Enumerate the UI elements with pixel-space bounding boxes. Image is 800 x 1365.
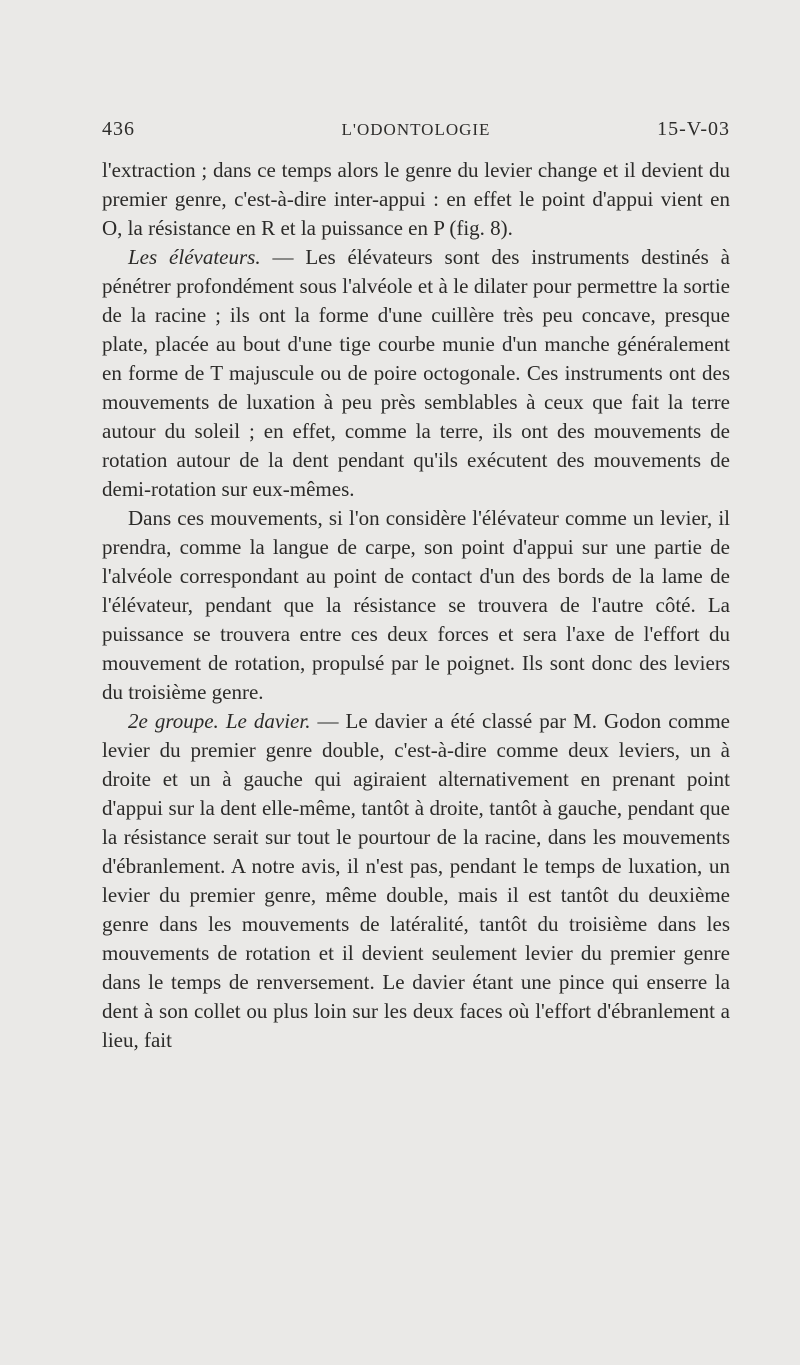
paragraph xyxy=(102,707,730,1055)
paragraph-lead: 2e groupe. Le davier. xyxy=(128,709,311,733)
running-header xyxy=(102,118,730,146)
paragraph xyxy=(102,504,730,707)
paragraph-lead: Les élévateurs. xyxy=(128,245,261,269)
paragraph-text: — Le davier a été classé par M. Godon comme levier du premier genre double, c'est-à-dire comme deux leviers, un à droite et un à gauche qui agiraient alternativement en prenant point d'appui sur la dent elle-même, tantôt à droite, tantôt à gauche, pendant que la résistance serait sur tout le pourtour de la racine, dans les mouvements d'ébranlement. A notre avis, il n'est pas, pendant le temps de luxation, un levier du premier genre, même double, mais il est tantôt du deuxième genre dans les mouvements de latéralité, tantôt du troisième dans les mouvements de rotation et il devient seulement levier du premier genre dans le temps de renversement. Le davier étant une pince qui enserre la dent à son collet ou plus loin sur les deux faces où l'effort d'ébranlement a lieu, fait xyxy=(102,709,730,1052)
body-text xyxy=(102,156,730,1055)
paragraph-text: — Les élévateurs sont des instruments destinés à pénétrer profondément sous l'alvéole et à le dilater pour permettre la sortie de la racine ; ils ont la forme d'une cuillère très peu concave, presque plate, placée au bout d'une tige courbe munie d'un manche généralement en forme de T majuscule ou de poire octogonale. Ces instruments ont des mouvements de luxation à peu près semblables à ceux que fait la terre autour du soleil ; en effet, comme la terre, ils ont des mouvements de rotation autour de la dent pendant qu'ils exécutent des mouvements de demi-rotation sur eux-mêmes. xyxy=(102,245,730,501)
page-number: 436 xyxy=(102,118,135,140)
issue-date: 15-V-03 xyxy=(657,118,730,140)
paragraph-text: l'extraction ; dans ce temps alors le genre du levier change et il devient du premier genre, c'est-à-dire inter-appui : en effet le point d'appui vient en O, la résistance en R et la puissance en P (fig. 8). xyxy=(102,158,730,240)
paragraph xyxy=(102,243,730,504)
paragraph-text: Dans ces mouvements, si l'on considère l'élévateur comme un levier, il prendra, comme la langue de carpe, son point d'appui sur une partie de l'alvéole correspondant au point de contact d'un des bords de la lame de l'élévateur, pendant que la résistance se trouvera de l'autre côté. La puissance se trouvera entre ces deux forces et sera l'axe de l'effort du mouvement de rotation, propulsé par le poignet. Ils sont donc des leviers du troisième genre. xyxy=(102,506,730,704)
journal-title: L'ODONTOLOGIE xyxy=(341,120,491,139)
paragraph xyxy=(102,156,730,243)
